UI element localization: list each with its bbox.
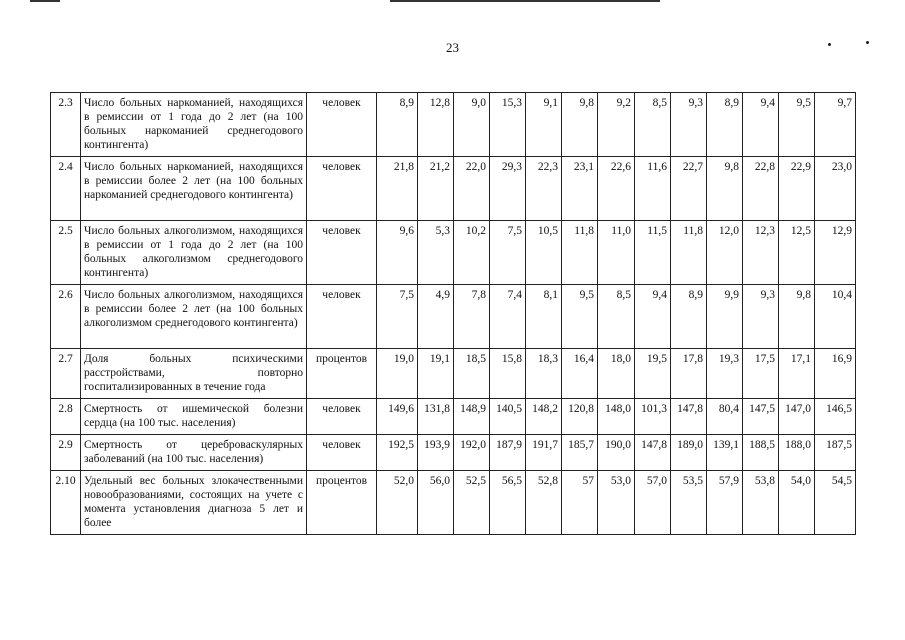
value-cell: 9,5 — [562, 285, 598, 349]
value-cell: 21,2 — [418, 157, 454, 221]
value-cell: 56,0 — [418, 471, 454, 535]
unit-cell: человек — [307, 157, 377, 221]
value-cell: 148,9 — [454, 399, 490, 435]
unit-cell: человек — [307, 221, 377, 285]
value-cell: 57 — [562, 471, 598, 535]
unit-cell: процентов — [307, 471, 377, 535]
value-cell: 8,5 — [598, 285, 635, 349]
value-cell: 192,5 — [377, 435, 418, 471]
table-row — [51, 471, 856, 535]
value-cell: 7,4 — [490, 285, 526, 349]
value-cell: 8,9 — [671, 285, 707, 349]
indicator-name: Число больных наркоманией, находящихся в ремиссии от 1 года до 2 лет (на 100 больных наркоманией среднегодового контингента) — [81, 93, 307, 157]
value-cell: 21,8 — [377, 157, 418, 221]
value-cell: 147,0 — [779, 399, 815, 435]
indicator-name: Смертность от ишемической болезни сердца (на 100 тыс. населения) — [81, 399, 307, 435]
value-cell: 54,0 — [779, 471, 815, 535]
indicator-name: Смертность от цереброваскулярных заболеваний (на 100 тыс. населения) — [81, 435, 307, 471]
value-cell: 5,3 — [418, 221, 454, 285]
scan-dot — [866, 41, 869, 44]
value-cell: 10,4 — [815, 285, 856, 349]
value-cell: 9,2 — [598, 93, 635, 157]
value-cell: 80,4 — [707, 399, 743, 435]
value-cell: 9,0 — [454, 93, 490, 157]
value-cell: 15,3 — [490, 93, 526, 157]
value-cell: 9,8 — [779, 285, 815, 349]
value-cell: 139,1 — [707, 435, 743, 471]
value-cell: 9,8 — [562, 93, 598, 157]
value-cell: 189,0 — [671, 435, 707, 471]
value-cell: 9,5 — [779, 93, 815, 157]
value-cell: 8,5 — [635, 93, 671, 157]
value-cell: 22,8 — [743, 157, 779, 221]
value-cell: 15,8 — [490, 349, 526, 399]
value-cell: 11,8 — [671, 221, 707, 285]
table-row — [51, 285, 856, 349]
value-cell: 185,7 — [562, 435, 598, 471]
value-cell: 148,2 — [526, 399, 562, 435]
value-cell: 12,8 — [418, 93, 454, 157]
value-cell: 4,9 — [418, 285, 454, 349]
value-cell: 57,0 — [635, 471, 671, 535]
value-cell: 11,0 — [598, 221, 635, 285]
indicator-name: Доля больных психическими расстройствами, повторно госпитализированных в течение года — [81, 349, 307, 399]
value-cell: 7,5 — [377, 285, 418, 349]
indicator-name: Число больных наркоманией, находящихся в ремиссии более 2 лет (на 100 больных наркоманией среднегодового контингента) — [81, 157, 307, 221]
value-cell: 52,0 — [377, 471, 418, 535]
value-cell: 187,9 — [490, 435, 526, 471]
table-row — [51, 221, 856, 285]
value-cell: 9,7 — [815, 93, 856, 157]
value-cell: 53,5 — [671, 471, 707, 535]
value-cell: 19,0 — [377, 349, 418, 399]
value-cell: 53,8 — [743, 471, 779, 535]
value-cell: 17,8 — [671, 349, 707, 399]
value-cell: 52,5 — [454, 471, 490, 535]
value-cell: 148,0 — [598, 399, 635, 435]
value-cell: 187,5 — [815, 435, 856, 471]
value-cell: 29,3 — [490, 157, 526, 221]
value-cell: 11,8 — [562, 221, 598, 285]
value-cell: 18,3 — [526, 349, 562, 399]
value-cell: 120,8 — [562, 399, 598, 435]
value-cell: 188,5 — [743, 435, 779, 471]
value-cell: 56,5 — [490, 471, 526, 535]
value-cell: 9,8 — [707, 157, 743, 221]
unit-cell: человек — [307, 93, 377, 157]
value-cell: 54,5 — [815, 471, 856, 535]
value-cell: 191,7 — [526, 435, 562, 471]
value-cell: 11,5 — [635, 221, 671, 285]
scan-artifact-line — [390, 0, 660, 2]
value-cell: 10,2 — [454, 221, 490, 285]
value-cell: 12,9 — [815, 221, 856, 285]
indicator-name: Число больных алкоголизмом, находящихся в ремиссии от 1 года до 2 лет (на 100 больных алкоголизмом среднегодового контингента) — [81, 221, 307, 285]
value-cell: 7,5 — [490, 221, 526, 285]
value-cell: 8,9 — [377, 93, 418, 157]
value-cell: 19,5 — [635, 349, 671, 399]
value-cell: 9,3 — [671, 93, 707, 157]
value-cell: 8,9 — [707, 93, 743, 157]
value-cell: 188,0 — [779, 435, 815, 471]
row-number: 2.4 — [51, 157, 81, 221]
value-cell: 192,0 — [454, 435, 490, 471]
value-cell: 23,0 — [815, 157, 856, 221]
row-number: 2.8 — [51, 399, 81, 435]
table-row — [51, 435, 856, 471]
row-number: 2.5 — [51, 221, 81, 285]
value-cell: 12,3 — [743, 221, 779, 285]
value-cell: 22,3 — [526, 157, 562, 221]
value-cell: 9,4 — [743, 93, 779, 157]
value-cell: 10,5 — [526, 221, 562, 285]
value-cell: 16,4 — [562, 349, 598, 399]
row-number: 2.3 — [51, 93, 81, 157]
value-cell: 9,6 — [377, 221, 418, 285]
scan-dot — [828, 43, 831, 46]
row-number: 2.10 — [51, 471, 81, 535]
unit-cell: процентов — [307, 349, 377, 399]
table-row — [51, 349, 856, 399]
value-cell: 18,5 — [454, 349, 490, 399]
value-cell: 9,4 — [635, 285, 671, 349]
indicator-name: Число больных алкоголизмом, находящихся в ремиссии более 2 лет (на 100 больных алкоголизмом среднегодового контингента) — [81, 285, 307, 349]
value-cell: 7,8 — [454, 285, 490, 349]
value-cell: 131,8 — [418, 399, 454, 435]
value-cell: 149,6 — [377, 399, 418, 435]
value-cell: 12,5 — [779, 221, 815, 285]
value-cell: 147,8 — [671, 399, 707, 435]
value-cell: 22,0 — [454, 157, 490, 221]
unit-cell: человек — [307, 399, 377, 435]
value-cell: 17,5 — [743, 349, 779, 399]
value-cell: 9,1 — [526, 93, 562, 157]
value-cell: 9,9 — [707, 285, 743, 349]
value-cell: 140,5 — [490, 399, 526, 435]
value-cell: 16,9 — [815, 349, 856, 399]
value-cell: 22,9 — [779, 157, 815, 221]
value-cell: 146,5 — [815, 399, 856, 435]
value-cell: 18,0 — [598, 349, 635, 399]
value-cell: 9,3 — [743, 285, 779, 349]
value-cell: 193,9 — [418, 435, 454, 471]
value-cell: 22,7 — [671, 157, 707, 221]
unit-cell: человек — [307, 285, 377, 349]
value-cell: 190,0 — [598, 435, 635, 471]
table-row — [51, 93, 856, 157]
row-number: 2.6 — [51, 285, 81, 349]
indicators-table — [50, 92, 856, 535]
value-cell: 17,1 — [779, 349, 815, 399]
value-cell: 57,9 — [707, 471, 743, 535]
value-cell: 19,3 — [707, 349, 743, 399]
value-cell: 101,3 — [635, 399, 671, 435]
indicator-name: Удельный вес больных злокачественными новообразованиями, состоящих на учете с момента установления диагноза 5 лет и более — [81, 471, 307, 535]
value-cell: 8,1 — [526, 285, 562, 349]
value-cell: 52,8 — [526, 471, 562, 535]
page-number: 23 — [446, 40, 459, 55]
value-cell: 11,6 — [635, 157, 671, 221]
value-cell: 12,0 — [707, 221, 743, 285]
value-cell: 23,1 — [562, 157, 598, 221]
scan-artifact-line — [30, 0, 60, 2]
value-cell: 53,0 — [598, 471, 635, 535]
value-cell: 147,5 — [743, 399, 779, 435]
row-number: 2.9 — [51, 435, 81, 471]
value-cell: 147,8 — [635, 435, 671, 471]
row-number: 2.7 — [51, 349, 81, 399]
table-row — [51, 399, 856, 435]
unit-cell: человек — [307, 435, 377, 471]
value-cell: 22,6 — [598, 157, 635, 221]
table-row — [51, 157, 856, 221]
value-cell: 19,1 — [418, 349, 454, 399]
